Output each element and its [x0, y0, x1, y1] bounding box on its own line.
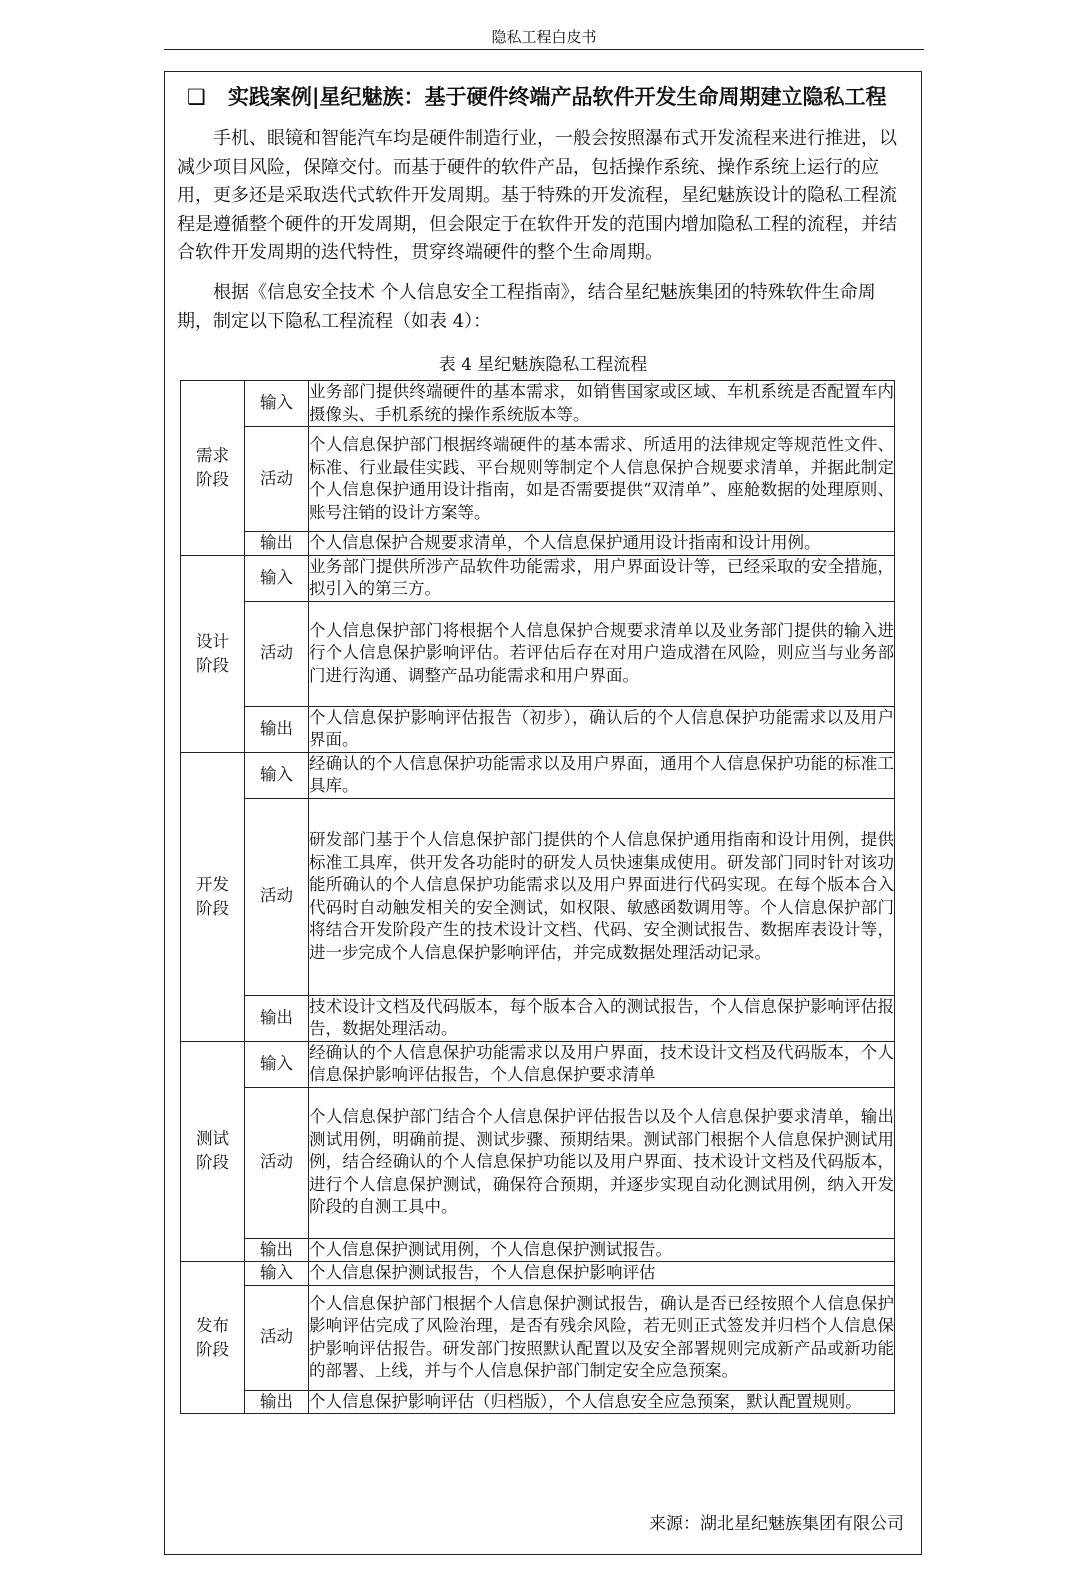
- stage-cell: 开发 阶段: [181, 752, 245, 1041]
- table-row: [181, 601, 895, 706]
- step-kind-cell: 输入: [245, 381, 309, 427]
- stage-cell: 测试 阶段: [181, 1041, 245, 1262]
- stage-cell: 发布 阶段: [181, 1262, 245, 1414]
- stage-cell: 需求 阶段: [181, 381, 245, 556]
- step-kind-cell: 输出: [245, 532, 309, 556]
- table-row: [181, 1262, 895, 1286]
- table-row: [181, 798, 895, 995]
- step-content-cell: 经确认的个人信息保护功能需求以及用户界面，通用个人信息保护功能的标准工具库。: [309, 752, 895, 798]
- step-content-cell: 经确认的个人信息保护功能需求以及用户界面，技术设计文档及代码版本，个人信息保护影响评估报告，个人信息保护要求清单: [309, 1041, 895, 1087]
- step-kind-cell: 活动: [245, 798, 309, 995]
- step-kind-cell: 输入: [245, 1041, 309, 1087]
- step-content-cell: 个人信息保护部门根据个人信息保护测试报告，确认是否已经按照个人信息保护影响评估完成了风险治理，是否有残余风险，若无则正式签发并归档个人信息保护影响评估报告。研发部门按照默认配置以及安全部署规则完成新产品或新功能的部署、上线，并与个人信息保护部门制定安全应急预案。: [309, 1285, 895, 1390]
- step-content-cell: 个人信息保护部门根据终端硬件的基本需求、所适用的法律规定等规范性文件、标准、行业最佳实践、平台规则等制定个人信息保护合规要求清单，并据此制定个人信息保护通用设计指南，如是否需要提供“双清单”、座舱数据的处理原则、账号注销的设计方案等。: [309, 427, 895, 532]
- case-title-text: 实践案例|星纪魅族：基于硬件终端产品软件开发生命周期建立隐私工程: [227, 85, 887, 109]
- table-row: [181, 995, 895, 1041]
- header-rule: [164, 49, 924, 50]
- step-content-cell: 个人信息保护影响评估（归档版），个人信息安全应急预案，默认配置规则。: [309, 1390, 895, 1414]
- step-content-cell: 技术设计文档及代码版本，每个版本合入的测试报告，个人信息保护影响评估报告，数据处理活动。: [309, 995, 895, 1041]
- table-caption: 表 4 星纪魅族隐私工程流程: [438, 355, 648, 375]
- table-row: [181, 532, 895, 556]
- step-content-cell: 个人信息保护合规要求清单，个人信息保护通用设计指南和设计用例。: [309, 532, 895, 556]
- running-header: 隐私工程白皮书: [491, 28, 597, 46]
- paragraph: 根据《信息安全技术 个人信息安全工程指南》，结合星纪魅族集团的特殊软件生命周期，制定以下隐私工程流程（如表 4）：: [177, 282, 876, 332]
- table-row: [181, 1041, 895, 1087]
- step-kind-cell: 输入: [245, 555, 309, 601]
- table-row: [181, 427, 895, 532]
- table-row: [181, 752, 895, 798]
- step-kind-cell: 活动: [245, 427, 309, 532]
- step-content-cell: 个人信息保护影响评估报告（初步），确认后的个人信息保护功能需求以及用户界面。: [309, 706, 895, 752]
- case-title: [187, 80, 922, 114]
- step-kind-cell: 活动: [245, 601, 309, 706]
- step-kind-cell: 输出: [245, 1390, 309, 1414]
- step-kind-cell: 输入: [245, 1262, 309, 1286]
- step-content-cell: 研发部门基于个人信息保护部门提供的个人信息保护通用指南和设计用例，提供标准工具库，供开发各功能时的研发人员快速集成使用。研发部门同时针对该功能所确认的个人信息保护功能需求以及用户界面进行代码实现。在每个版本合入代码时自动触发相关的安全测试，如权限、敏感函数调用等。个人信息保护部门将结合开发阶段产生的技术设计文档、代码、安全测试报告、数据库表设计等，进一步完成个人信息保护影响评估，并完成数据处理活动记录。: [309, 798, 895, 995]
- step-content-cell: 个人信息保护部门将根据个人信息保护合规要求清单以及业务部门提供的输入进行个人信息保护影响评估。若评估后存在对用户造成潜在风险，则应当与业务部门进行沟通、调整产品功能需求和用户界面。: [309, 601, 895, 706]
- step-content-cell: 业务部门提供终端硬件的基本需求，如销售国家或区域、车机系统是否配置车内摄像头、手机系统的操作系统版本等。: [309, 381, 895, 427]
- table-row: [181, 1390, 895, 1414]
- table-row: [181, 1238, 895, 1262]
- table-row: [181, 1087, 895, 1238]
- checkbox-bullet-icon: ❑: [187, 85, 206, 109]
- step-kind-cell: 输出: [245, 1238, 309, 1262]
- source-note: 来源：湖北星纪魅族集团有限公司: [649, 1514, 904, 1534]
- step-kind-cell: 输出: [245, 706, 309, 752]
- step-content-cell: 个人信息保护测试报告，个人信息保护影响评估: [309, 1262, 895, 1286]
- table-row: [181, 706, 895, 752]
- step-kind-cell: 输入: [245, 752, 309, 798]
- step-content-cell: 个人信息保护测试用例，个人信息保护测试报告。: [309, 1238, 895, 1262]
- step-kind-cell: 活动: [245, 1285, 309, 1390]
- privacy-engineering-flow-table: [180, 380, 895, 1414]
- paragraph: 手机、眼镜和智能汽车均是硬件制造行业，一般会按照瀑布式开发流程来进行推进，以减少项目风险，保障交付。而基于硬件的软件产品，包括操作系统、操作系统上运行的应用，更多还是采取迭代式软件开发周期。基于特殊的开发流程，星纪魅族设计的隐私工程流程是遵循整个硬件的开发周期，但会限定于在软件开发的范围内增加隐私工程的流程，并结合软件开发周期的迭代特性，贯穿终端硬件的整个生命周期。: [177, 128, 897, 263]
- step-content-cell: 个人信息保护部门结合个人信息保护评估报告以及个人信息保护要求清单，输出测试用例，明确前提、测试步骤、预期结果。测试部门根据个人信息保护测试用例，结合经确认的个人信息保护功能以及用户界面、技术设计文档及代码版本，进行个人信息保护测试，确保符合预期，并逐步实现自动化测试用例，纳入开发阶段的自测工具中。: [309, 1087, 895, 1238]
- step-kind-cell: 活动: [245, 1087, 309, 1238]
- table-row: [181, 381, 895, 427]
- step-kind-cell: 输出: [245, 995, 309, 1041]
- table-row: [181, 1285, 895, 1390]
- table-row: [181, 555, 895, 601]
- stage-cell: 设计 阶段: [181, 555, 245, 752]
- step-content-cell: 业务部门提供所涉产品软件功能需求，用户界面设计等，已经采取的安全措施，拟引入的第三方。: [309, 555, 895, 601]
